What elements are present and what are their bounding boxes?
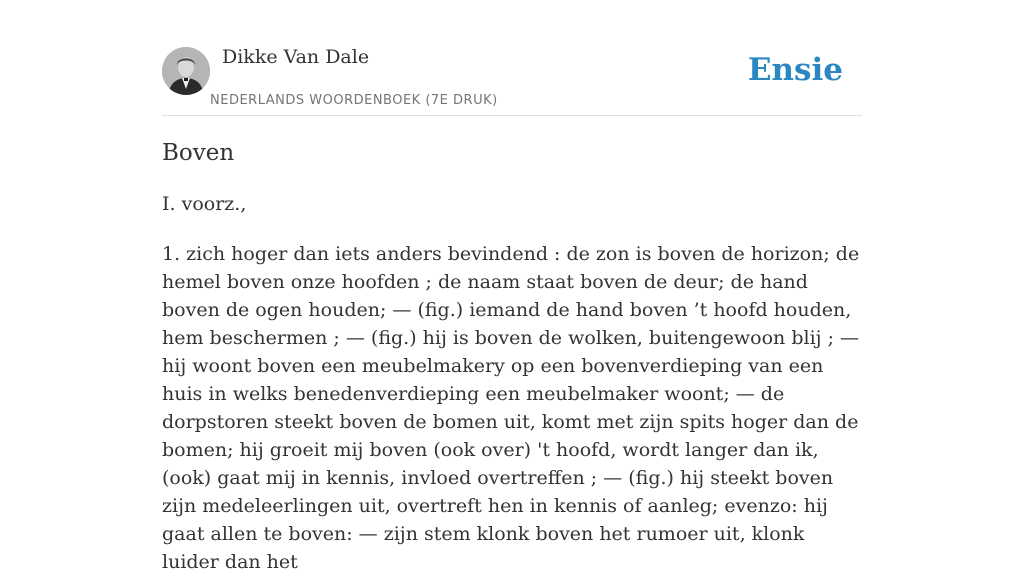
- author-avatar[interactable]: [162, 47, 210, 95]
- definition-text: 1. zich hoger dan iets anders bevindend : de zon is boven de horizon; de hemel boven onze hoofden ; de naam staat boven de deur; de hand boven de ogen houden; — (fig.) iemand de hand boven ’t hoofd houden, hem beschermen ; — (fig.) hij is boven de wolken, buitengewoon blij ; — hij woont boven een meubelmakery op een bovenverdieping van een huis in welks benedenverdieping een meubelmaker woont; — de dorpstoren steekt boven de bomen uit, komt met zijn spits hoger dan de bomen; hij groeit mij boven (ook over) 't hoofd, wordt langer dan ik, (ook) gaat mij in kennis, invloed overtreffen ; — (fig.) hij steekt boven zijn medeleerlingen uit, overtreft hen in kennis of aanleg; evenzo: hij gaat allen te boven: — zijn stem klonk boven het rumoer uit, klonk luider dan het: [162, 243, 860, 573]
- source-label[interactable]: NEDERLANDS WOORDENBOEK (7E DRUK): [210, 93, 498, 108]
- portrait-icon: [162, 47, 210, 95]
- part-of-speech: I. voorz.,: [162, 193, 247, 215]
- brand-logo[interactable]: Ensie: [747, 52, 843, 88]
- author-name[interactable]: Dikke Van Dale: [222, 46, 370, 68]
- header-divider: [162, 115, 862, 116]
- entry-title: Boven: [162, 140, 235, 166]
